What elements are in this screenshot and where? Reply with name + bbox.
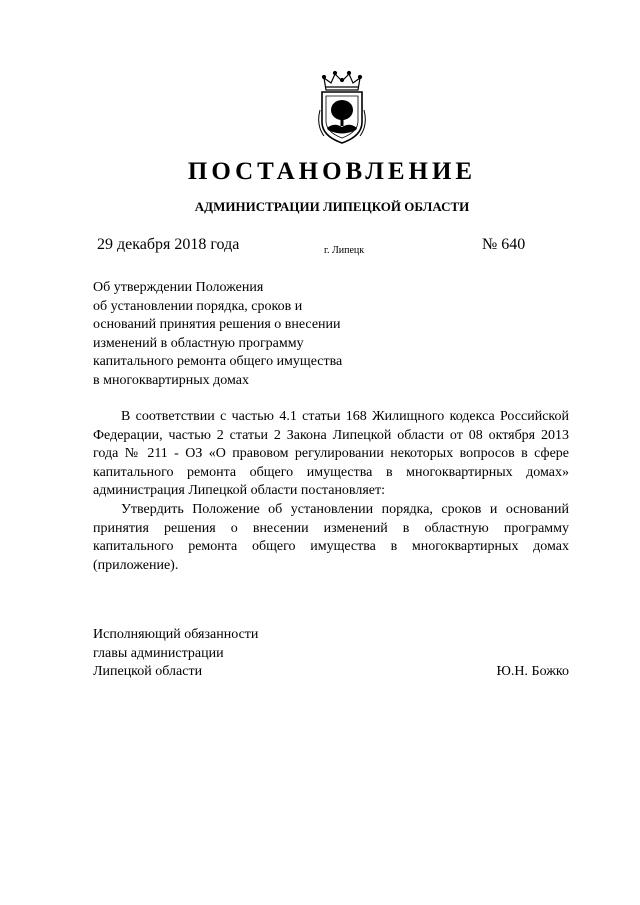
signature-block (93, 626, 569, 682)
document-body (93, 408, 569, 575)
subject-line: Об утверждении Положения (93, 280, 264, 295)
signature-position-line: Липецкой области (93, 664, 203, 680)
subject-line: капитального ремонта общего имущества (93, 354, 343, 370)
subject-line: изменений в областную программу (93, 335, 304, 351)
body-paragraph: Утвердить Положение об установлении порядка, сроков и оснований принятия решения о внесении изменений в областную программу капитального ремонта общего имущества в многоквартирных домах (приложение). (93, 501, 569, 573)
body-paragraph: В соответствии с частью 4.1 статьи 168 Жилищного кодекса Российской Федерации, частью 2 статьи 2 Закона Липецкой области от 08 октября 2013 года № 211 - ОЗ «О правовом регулировании некоторых вопросов в сфере капитального ремонта общего имущества в многоквартирных домах» администрация Липецкой области постановляет: (93, 409, 569, 499)
subject-line: об установлении порядка, сроков и (93, 298, 303, 314)
subject-line: оснований принятия решения о внесении (93, 317, 341, 333)
document-number: № 640 (482, 236, 526, 253)
document-date: 29 декабря 2018 года (97, 236, 240, 253)
signature-position-line: главы администрации (93, 645, 224, 661)
signatory-name: Ю.Н. Божко (496, 664, 569, 680)
lipetsk-coat-of-arms-icon (312, 70, 372, 146)
document-subject (93, 279, 393, 391)
subject-line: в многоквартирных домах (93, 372, 249, 388)
document-title: ПОСТАНОВЛЕНИЕ (187, 158, 477, 185)
document-city: г. Липецк (324, 245, 365, 256)
document-issuer: АДМИНИСТРАЦИИ ЛИПЕЦКОЙ ОБЛАСТИ (194, 199, 470, 214)
signature-position-line: Исполняющий обязанности (93, 627, 259, 642)
